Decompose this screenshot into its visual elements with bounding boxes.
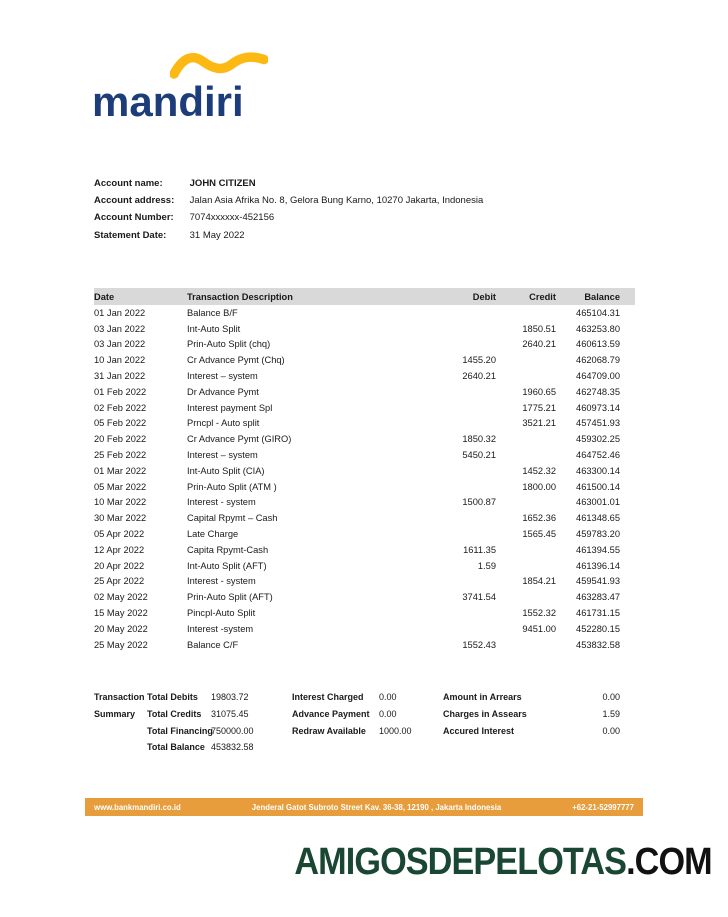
cell-debit — [401, 463, 496, 479]
account-field-row — [94, 175, 483, 192]
cell-date: 01 Mar 2022 — [94, 465, 147, 476]
cell-description: Interest - system — [187, 576, 256, 587]
cell-date: 05 Feb 2022 — [94, 418, 147, 429]
cell-balance: 460613.59 — [576, 339, 620, 350]
cell-balance: 462068.79 — [576, 355, 620, 366]
cell-date: 25 Apr 2022 — [94, 576, 145, 587]
cell-debit — [401, 621, 496, 637]
cell-credit — [496, 368, 556, 384]
cell-credit: 1452.32 — [522, 465, 556, 476]
col-header-balance: Balance — [556, 288, 635, 305]
cell-credit: 1854.21 — [522, 576, 556, 587]
cell-date: 25 May 2022 — [94, 639, 148, 650]
table-row — [94, 510, 635, 526]
cell-date: 25 Feb 2022 — [94, 450, 147, 461]
summary-value-redraw-available: 1000.00 — [379, 725, 412, 736]
cell-credit: 9451.00 — [522, 623, 556, 634]
cell-credit — [496, 495, 556, 511]
cell-balance: 452280.15 — [576, 623, 620, 634]
cell-date: 31 Jan 2022 — [94, 371, 146, 382]
watermark — [295, 841, 712, 884]
cell-balance: 459302.25 — [576, 434, 620, 445]
summary-label-total-financing: Total Financing — [147, 725, 213, 736]
cell-balance: 461396.14 — [576, 560, 620, 571]
cell-description: Interest – system — [187, 371, 258, 382]
cell-balance: 464752.46 — [576, 450, 620, 461]
account-number-label: Account Number: — [94, 212, 174, 224]
summary-label-total-credits: Total Credits — [147, 708, 202, 719]
cell-description: Capita Rpymt-Cash — [187, 544, 269, 555]
cell-balance: 461348.65 — [576, 513, 620, 524]
cell-date: 20 Feb 2022 — [94, 434, 147, 445]
summary-value-charges-in-assears: 1.59 — [602, 708, 620, 719]
table-row — [94, 431, 635, 447]
cell-description: Prin-Auto Split (AFT) — [187, 592, 273, 603]
summary-value-interest-charged: 0.00 — [379, 692, 397, 702]
cell-credit: 1652.36 — [522, 513, 556, 524]
cell-date: 20 May 2022 — [94, 623, 148, 634]
table-row — [94, 589, 635, 605]
cell-credit — [496, 305, 556, 321]
cell-credit — [496, 447, 556, 463]
table-row — [94, 400, 635, 416]
account-address-label: Account address: — [94, 195, 175, 207]
statement-date-value: 31 May 2022 — [189, 229, 245, 241]
cell-date: 02 Feb 2022 — [94, 402, 147, 413]
cell-debit — [401, 416, 496, 432]
cell-debit — [401, 574, 496, 590]
table-row — [94, 416, 635, 432]
statement-date-label: Statement Date: — [94, 229, 167, 241]
cell-debit: 1552.43 — [462, 639, 496, 650]
cell-credit — [496, 431, 556, 447]
table-row — [94, 305, 635, 321]
summary-label-amount-in-arrears: Amount in Arrears — [443, 692, 522, 702]
cell-debit: 2640.21 — [462, 371, 496, 382]
cell-balance: 461394.55 — [576, 544, 620, 555]
cell-description: Prin-Auto Split (chq) — [187, 339, 271, 350]
cell-credit — [496, 589, 556, 605]
account-info-section — [94, 175, 483, 244]
cell-date: 10 Mar 2022 — [94, 497, 147, 508]
cell-debit: 1.59 — [477, 560, 496, 571]
col-header-description: Transaction Description — [187, 288, 401, 305]
cell-date: 03 Jan 2022 — [94, 339, 146, 350]
summary-label-total-debits: Total Debits — [147, 692, 198, 702]
cell-description: Prin-Auto Split (ATM ) — [187, 481, 277, 492]
cell-debit: 3741.54 — [462, 592, 496, 603]
cell-debit — [401, 479, 496, 495]
cell-debit — [401, 337, 496, 353]
cell-debit — [401, 605, 496, 621]
cell-date: 12 Apr 2022 — [94, 544, 145, 555]
cell-description: Interest payment Spl — [187, 402, 273, 413]
summary-spacer — [443, 739, 533, 756]
cell-description: Dr Advance Pymt — [187, 386, 259, 397]
table-row — [94, 605, 635, 621]
watermark-name: AMIGOSDEPELOTAS — [294, 841, 627, 883]
cell-date: 10 Jan 2022 — [94, 355, 146, 366]
cell-description: Capital Rpymt – Cash — [187, 513, 278, 524]
cell-date: 15 May 2022 — [94, 608, 148, 619]
cell-debit: 1455.20 — [462, 355, 496, 366]
summary-title-line2: Summary — [94, 708, 136, 719]
summary-title-line1: Transaction — [94, 692, 145, 702]
account-name-label: Account name: — [94, 178, 163, 189]
summary-label-charges-in-assears: Charges in Assears — [443, 708, 527, 719]
summary-label-redraw-available: Redraw Available — [292, 725, 366, 736]
cell-balance: 463253.80 — [576, 323, 620, 334]
cell-balance: 462748.35 — [576, 386, 620, 397]
cell-balance: 463283.47 — [576, 592, 620, 603]
cell-balance: 465104.31 — [576, 307, 620, 318]
summary-label-accured-interest: Accured Interest — [443, 725, 515, 736]
table-row — [94, 479, 635, 495]
summary-value-amount-in-arrears: 0.00 — [602, 692, 620, 702]
account-name-value: JOHN CITIZEN — [189, 178, 256, 189]
cell-date: 03 Jan 2022 — [94, 323, 146, 334]
summary-spacer — [379, 739, 443, 756]
col-header-credit: Credit — [496, 288, 556, 305]
cell-debit — [401, 510, 496, 526]
summary-spacer — [94, 739, 147, 756]
cell-description: Interest -system — [187, 623, 254, 634]
cell-description: Int-Auto Split (AFT) — [187, 560, 267, 571]
cell-date: 02 May 2022 — [94, 592, 148, 603]
cell-balance: 453832.58 — [576, 639, 620, 650]
table-row — [94, 384, 635, 400]
cell-description: Interest - system — [187, 497, 256, 508]
cell-credit: 2640.21 — [522, 339, 556, 350]
summary-value-total-debits: 19803.72 — [211, 692, 249, 702]
cell-balance: 457451.93 — [576, 418, 620, 429]
table-row — [94, 621, 635, 637]
summary-spacer — [533, 739, 635, 756]
summary-value-total-financing: 750000.00 — [211, 725, 254, 736]
table-row — [94, 558, 635, 574]
table-row — [94, 321, 635, 337]
cell-credit — [496, 558, 556, 574]
cell-credit: 3521.21 — [522, 418, 556, 429]
cell-balance: 463300.14 — [576, 465, 620, 476]
cell-date: 01 Feb 2022 — [94, 386, 147, 397]
cell-description: Late Charge — [187, 529, 239, 540]
cell-debit — [401, 321, 496, 337]
table-row — [94, 574, 635, 590]
cell-debit: 1611.35 — [463, 544, 496, 555]
cell-debit — [401, 305, 496, 321]
cell-description: Cr Advance Pymt (GIRO) — [187, 434, 292, 445]
summary-spacer — [292, 739, 379, 756]
summary-label-total-balance: Total Balance — [147, 742, 205, 753]
account-field-row — [94, 192, 483, 209]
summary-value-total-credits: 31075.45 — [211, 708, 249, 719]
account-field-row — [94, 227, 483, 244]
table-row — [94, 526, 635, 542]
summary-spacer — [94, 723, 147, 740]
account-number-value: 7074xxxxxx-452156 — [189, 212, 275, 224]
summary-section — [94, 689, 635, 756]
table-row — [94, 495, 635, 511]
mandiri-logo-text: mandiri — [92, 78, 244, 125]
cell-credit: 1960.65 — [522, 386, 556, 397]
summary-value-advance-payment: 0.00 — [379, 708, 397, 719]
cell-balance: 464709.00 — [576, 371, 620, 382]
summary-label-interest-charged: Interest Charged — [292, 692, 364, 702]
account-field-row — [94, 209, 483, 226]
cell-date: 30 Mar 2022 — [94, 513, 147, 524]
cell-description: Prncpl - Auto split — [187, 418, 260, 429]
summary-label-advance-payment: Advance Payment — [292, 708, 370, 719]
cell-description: Cr Advance Pymt (Chq) — [187, 355, 285, 366]
cell-debit: 1850.32 — [462, 434, 496, 445]
transactions-body — [94, 305, 635, 653]
cell-description: Int-Auto Split — [187, 323, 241, 334]
cell-credit — [496, 352, 556, 368]
cell-credit — [496, 542, 556, 558]
cell-balance: 459783.20 — [576, 529, 620, 540]
cell-debit — [401, 384, 496, 400]
cell-date: 20 Apr 2022 — [94, 560, 145, 571]
cell-balance: 461500.14 — [576, 481, 620, 492]
cell-description: Balance C/F — [187, 639, 239, 650]
table-row — [94, 352, 635, 368]
cell-debit — [401, 526, 496, 542]
footer-address: Jenderal Gatot Subroto Street Kav. 36-38, 12190 , Jakarta Indonesia — [251, 802, 502, 812]
table-row — [94, 463, 635, 479]
cell-date: 05 Apr 2022 — [94, 529, 145, 540]
account-address-value: Jalan Asia Afrika No. 8, Gelora Bung Karno, 10270 Jakarta, Indonesia — [189, 195, 484, 207]
cell-credit: 1565.45 — [522, 529, 556, 540]
cell-description: Int-Auto Split (CIA) — [187, 465, 265, 476]
mandiri-logo — [92, 50, 272, 123]
table-header-row — [94, 288, 635, 305]
cell-description: Balance B/F — [187, 307, 238, 318]
cell-credit: 1552.32 — [522, 608, 556, 619]
watermark-tld: .COM — [626, 841, 712, 883]
cell-balance: 460973.14 — [576, 402, 620, 413]
cell-credit: 1850.51 — [522, 323, 556, 334]
table-row — [94, 637, 635, 653]
cell-balance: 463001.01 — [576, 497, 620, 508]
footer-bar — [85, 798, 643, 816]
cell-debit: 5450.21 — [462, 450, 496, 461]
summary-value-total-balance: 453832.58 — [211, 742, 254, 753]
footer-phone: +62-21-52997777 — [572, 802, 634, 812]
cell-credit: 1775.21 — [522, 402, 556, 413]
footer-website: www.bankmandiri.co.id — [94, 802, 181, 812]
cell-balance: 461731.15 — [576, 608, 620, 619]
transactions-table — [94, 288, 635, 653]
table-row — [94, 337, 635, 353]
mandiri-wave-icon — [170, 50, 268, 80]
cell-description: Interest – system — [187, 450, 258, 461]
cell-debit — [401, 400, 496, 416]
cell-debit: 1500.87 — [462, 497, 496, 508]
col-header-debit: Debit — [401, 288, 496, 305]
table-row — [94, 542, 635, 558]
cell-description: Pincpl-Auto Split — [187, 608, 256, 619]
table-row — [94, 447, 635, 463]
table-row — [94, 368, 635, 384]
cell-date: 01 Jan 2022 — [94, 307, 146, 318]
col-header-date: Date — [94, 288, 187, 305]
cell-date: 05 Mar 2022 — [94, 481, 147, 492]
cell-credit: 1800.00 — [522, 481, 556, 492]
cell-balance: 459541.93 — [576, 576, 620, 587]
cell-credit — [496, 637, 556, 653]
summary-value-accured-interest: 0.00 — [602, 725, 620, 736]
